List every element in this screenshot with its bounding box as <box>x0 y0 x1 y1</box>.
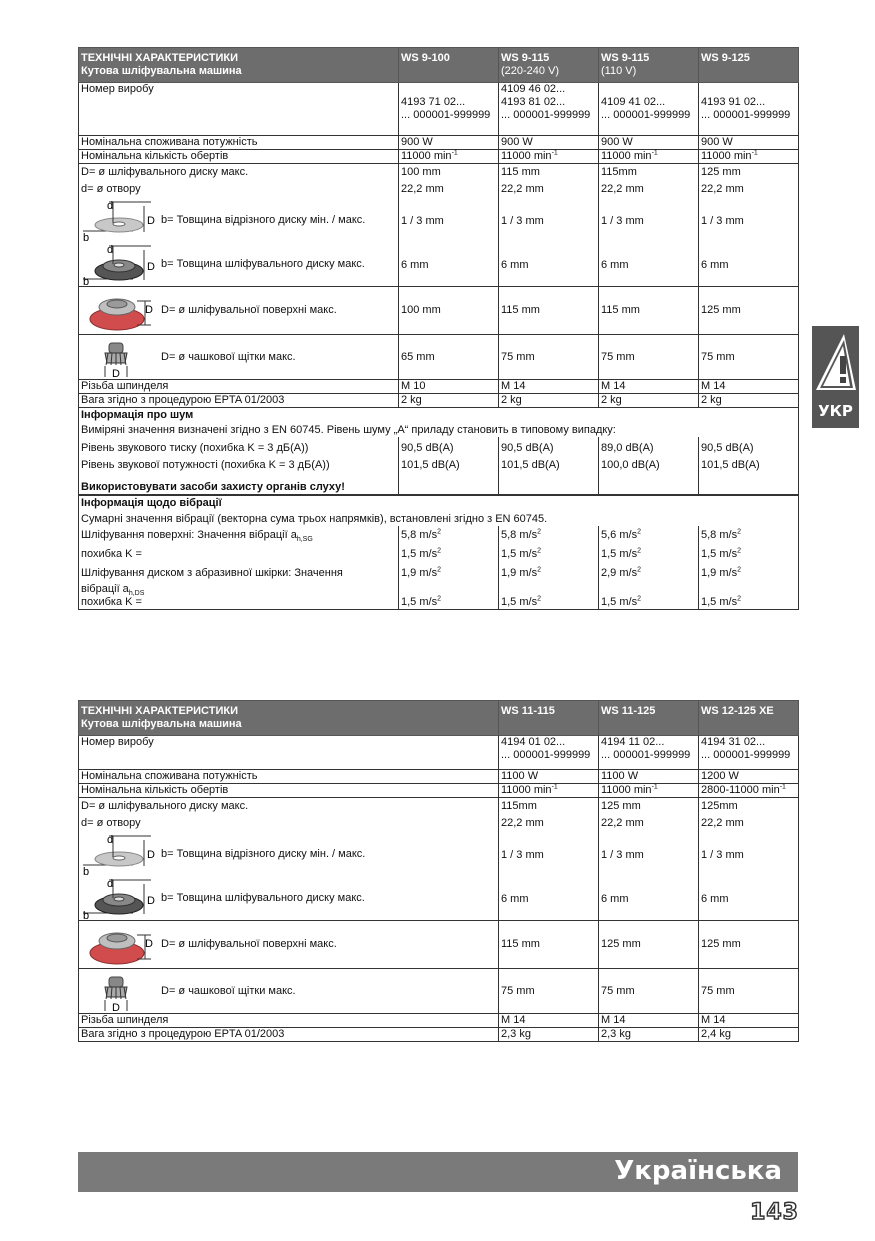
table-row <box>79 784 799 798</box>
dmax-label: D= ø шліфувального диску макс. <box>81 166 249 178</box>
speed-value: 11000 min <box>501 150 552 162</box>
model-name: WS 9-115 <box>601 52 650 64</box>
grind-label: b= Товщина шліфувального диску макс. <box>161 257 365 270</box>
bore-label: d= ø отвору <box>81 817 141 829</box>
bore-value: 22,2 mm <box>701 183 744 195</box>
article-line: 4193 71 02... <box>401 96 466 108</box>
uncertainty-label: похибка K = <box>81 548 142 560</box>
icon-letter: b <box>83 232 90 242</box>
article-line: ... 000001-999999 <box>601 109 691 121</box>
header-subtitle: Кутова шліфувальна машина <box>81 65 242 77</box>
unit-sup: 2 <box>437 547 441 555</box>
dmax-value: 100 mm <box>401 166 441 178</box>
model-sub: (220-240 V) <box>501 65 560 77</box>
article-line: ... 000001-999999 <box>501 109 591 121</box>
article-line <box>401 83 496 96</box>
unit-sup: -1 <box>651 149 658 157</box>
dmax-value: 115mm <box>501 800 537 812</box>
header-title: ТЕХНІЧНІ ХАРАКТЕРИСТИКИ <box>81 705 238 717</box>
soundpower-value: 100,0 dB(A) <box>601 459 660 471</box>
model-header: WS 12-125 XE <box>699 701 799 736</box>
noise-section <box>79 408 799 438</box>
cut-value: 1 / 3 mm <box>401 215 444 227</box>
warning-icon <box>812 326 859 398</box>
unit-sup: 2 <box>537 547 541 555</box>
model-header: WS 11-115 <box>499 701 599 736</box>
table-row <box>79 798 799 921</box>
table-row <box>79 1028 799 1042</box>
vib-value: 1,9 m/s <box>501 567 538 579</box>
cell-value <box>699 437 799 495</box>
speed-value: 11000 min <box>601 150 652 162</box>
vib-surface-text: Шліфування поверхні: Значення вібрації a <box>81 529 297 541</box>
language-side-tab <box>812 326 859 428</box>
unit-sup: 2 <box>437 528 441 536</box>
cell-value: M 14 <box>699 1014 799 1028</box>
model-name: WS 9-100 <box>401 52 450 64</box>
table-row <box>79 770 799 784</box>
uncert-value: 1,5 m/s <box>601 548 638 560</box>
vibration-title: Інформація щодо вібрації <box>81 497 222 509</box>
table-row <box>79 526 799 610</box>
cut-value: 1 / 3 mm <box>701 215 744 227</box>
unit-sup: 2 <box>537 566 541 574</box>
cell-value: M 14 <box>499 380 599 394</box>
article-line: 4194 01 02... <box>501 736 566 748</box>
unit-sup: 2 <box>637 595 641 603</box>
cell-value <box>399 437 499 495</box>
row-label: Різьба шпинделя <box>79 380 399 394</box>
spec-table-2 <box>78 700 799 1042</box>
pressure-label: Рівень звукового тиску (похибка K = 3 дБ(A)) <box>81 442 309 454</box>
grinding-disc-icon <box>81 876 161 920</box>
cell-value: 75 mm <box>499 335 599 380</box>
noise-title: Інформація про шум <box>81 409 194 421</box>
brush-label: D= ø чашкової щітки макс. <box>161 984 296 997</box>
pressure-value: 90,5 dB(A) <box>701 442 754 454</box>
bore-value: 22,2 mm <box>601 183 644 195</box>
uncert-value: 1,5 m/s <box>701 596 738 608</box>
ear-protection-warning: Використовувати засоби захисту органів слуху! <box>81 481 345 493</box>
table-row <box>79 969 799 1014</box>
unit-sup: 2 <box>737 566 741 574</box>
row-label: Номер виробу <box>79 83 399 136</box>
cut-value: 1 / 3 mm <box>501 215 544 227</box>
vib-value: 5,8 m/s <box>401 529 438 541</box>
cell-value: 2,4 kg <box>699 1028 799 1042</box>
table-row <box>79 394 799 408</box>
uncert-value: 1,5 m/s <box>401 548 438 560</box>
icon-letter: d <box>107 878 114 890</box>
pressure-value: 90,5 dB(A) <box>401 442 454 454</box>
grinding-disc-icon <box>81 242 161 286</box>
cutting-disc-icon <box>81 832 161 876</box>
model-header <box>699 48 799 83</box>
vibration-intro: Сумарні значення вібрації (векторна сума трьох напрямків), встановлені згідно з EN 60745. <box>81 513 548 525</box>
surface-label: D= ø шліфувальної поверхні макс. <box>161 304 337 316</box>
table-row <box>79 136 799 150</box>
cell-value: 2 kg <box>699 394 799 408</box>
sanding-disc-icon <box>81 923 161 967</box>
bore-value: 22,2 mm <box>601 817 644 829</box>
unit-sup: 2 <box>737 595 741 603</box>
cell-value: 900 W <box>399 136 499 150</box>
cell-value <box>599 150 699 164</box>
model-name: WS 9-125 <box>701 52 750 64</box>
icon-letter: D <box>147 215 155 227</box>
page-number: 143 <box>750 1200 799 1225</box>
unit-sup: -1 <box>451 149 458 157</box>
vib-value: 1,9 m/s <box>401 567 438 579</box>
cell-value <box>699 798 799 921</box>
speed-value: 11000 min <box>501 784 552 796</box>
cell-value: 75 mm <box>699 969 799 1014</box>
row-label <box>79 969 499 1014</box>
footer-language: Українська <box>614 1156 782 1186</box>
cell-value: 1200 W <box>699 770 799 784</box>
bore-label: d= ø отвору <box>81 183 141 195</box>
speed-value: 11000 min <box>601 784 652 796</box>
unit-sup: -1 <box>751 149 758 157</box>
cell-value: 65 mm <box>399 335 499 380</box>
footer-bar <box>78 1152 798 1192</box>
icon-letter: d <box>107 834 114 846</box>
brush-label: D= ø чашкової щітки макс. <box>161 350 296 363</box>
vib-subscript: h,DS <box>128 590 145 598</box>
cell-value: M 14 <box>499 1014 599 1028</box>
cell-value: 900 W <box>699 136 799 150</box>
article-line: 4193 81 02... <box>501 96 566 108</box>
cell-value <box>499 798 599 921</box>
cell-value: M 14 <box>699 380 799 394</box>
table-row <box>79 164 799 287</box>
row-label: Номінальна споживана потужність <box>79 770 499 784</box>
table-row <box>79 1014 799 1028</box>
model-header: WS 11-125 <box>599 701 699 736</box>
cell-value: 75 mm <box>499 969 599 1014</box>
speed-value: 11000 min <box>401 150 452 162</box>
cell-value: 900 W <box>499 136 599 150</box>
cell-value: 1100 W <box>499 770 599 784</box>
cell-value: 75 mm <box>599 969 699 1014</box>
cell-value: 125 mm <box>599 921 699 969</box>
cell-value <box>599 437 699 495</box>
cell-value <box>499 437 599 495</box>
cut-value: 1 / 3 mm <box>701 849 744 861</box>
pressure-value: 90,5 dB(A) <box>501 442 554 454</box>
model-header <box>499 48 599 83</box>
cell-value <box>499 784 599 798</box>
row-label: Вага згідно з процедурою EPTA 01/2003 <box>79 1028 499 1042</box>
icon-letter: D <box>145 937 153 950</box>
uncert-value: 1,5 m/s <box>701 548 738 560</box>
table-row <box>79 335 799 380</box>
row-label: Номінальна споживана потужність <box>79 136 399 150</box>
cell-value: M 14 <box>599 1014 699 1028</box>
model-name: WS 9-115 <box>501 52 550 64</box>
article-line: 4194 31 02... <box>701 736 766 748</box>
article-line: ... 000001-999999 <box>401 109 491 121</box>
surface-row <box>81 289 396 333</box>
unit-sup: 2 <box>637 528 641 536</box>
model-header <box>399 48 499 83</box>
cell-value: 115 mm <box>499 921 599 969</box>
table-row <box>79 380 799 394</box>
cell-value <box>599 164 699 287</box>
row-label <box>79 335 399 380</box>
unit-sup: -1 <box>551 783 558 791</box>
article-line: ... 000001-999999 <box>501 749 591 761</box>
vib-value: 2,9 m/s <box>601 567 638 579</box>
row-label <box>79 437 399 495</box>
soundpower-value: 101,5 dB(A) <box>401 459 460 471</box>
vib-value: 5,8 m/s <box>501 529 538 541</box>
grind-label: b= Товщина шліфувального диску макс. <box>161 891 365 904</box>
table-row <box>79 287 799 335</box>
icon-letter: D <box>147 895 155 907</box>
uncert-value: 1,5 m/s <box>401 596 438 608</box>
cell-value <box>699 526 799 610</box>
article-line: ... 000001-999999 <box>701 749 791 761</box>
vib-disc-label-2 <box>81 583 396 596</box>
article-line: 4109 46 02... <box>501 83 566 95</box>
vib-disc-text: вібрації a <box>81 583 129 595</box>
spec-table-1 <box>78 47 799 610</box>
table-header <box>79 701 799 736</box>
pressure-value: 89,0 dB(A) <box>601 442 654 454</box>
grind-value: 6 mm <box>601 893 629 905</box>
unit-sup: -1 <box>779 783 786 791</box>
article-line <box>701 83 796 96</box>
cup-brush-icon <box>81 969 161 1013</box>
row-label <box>79 526 399 610</box>
cell-value <box>499 164 599 287</box>
article-line <box>601 83 696 96</box>
cell-value: 2 kg <box>599 394 699 408</box>
grind-value: 6 mm <box>701 259 729 271</box>
bore-value: 22,2 mm <box>401 183 444 195</box>
row-label: Вага згідно з процедурою EPTA 01/2003 <box>79 394 399 408</box>
row-label <box>79 164 399 287</box>
row-label: Номінальна кількість обертів <box>79 784 499 798</box>
cut-value: 1 / 3 mm <box>601 215 644 227</box>
table-header <box>79 48 799 83</box>
row-label <box>79 287 399 335</box>
vib-subscript: h,SG <box>296 536 313 544</box>
cell-value <box>699 736 799 770</box>
article-line: 4109 41 02... <box>601 96 666 108</box>
unit-sup: -1 <box>651 783 658 791</box>
speed-value: 11000 min <box>701 150 752 162</box>
vib-disc-label: Шліфування диском з абразивної шкірки: Значення <box>81 567 343 579</box>
unit-sup: 2 <box>537 528 541 536</box>
dmax-label: D= ø шліфувального диску макс. <box>81 800 249 812</box>
grind-row <box>81 876 496 920</box>
row-label: Номінальна кількість обертів <box>79 150 399 164</box>
bore-value: 22,2 mm <box>701 817 744 829</box>
table-row <box>79 437 799 495</box>
bore-value: 22,2 mm <box>501 817 544 829</box>
row-label <box>79 921 499 969</box>
model-header <box>599 48 699 83</box>
brush-row <box>81 335 396 379</box>
cell-value <box>399 150 499 164</box>
icon-letter: b <box>83 276 90 286</box>
article-line: 4193 91 02... <box>701 96 766 108</box>
unit-sup: 2 <box>437 566 441 574</box>
surface-row <box>81 923 496 967</box>
cell-value <box>599 736 699 770</box>
cut-row <box>81 832 496 876</box>
soundpower-value: 101,5 dB(A) <box>701 459 760 471</box>
icon-letter: D <box>147 849 155 861</box>
cell-value <box>499 83 599 136</box>
icon-letter: D <box>112 368 120 379</box>
cut-row <box>81 198 396 242</box>
icon-letter: D <box>145 303 153 316</box>
uncert-value: 1,5 m/s <box>501 596 538 608</box>
dmax-value: 115 mm <box>501 166 540 178</box>
header-title-cell <box>79 48 399 83</box>
table-row <box>79 150 799 164</box>
cell-value <box>599 83 699 136</box>
header-subtitle: Кутова шліфувальна машина <box>81 718 242 730</box>
cell-value <box>399 526 499 610</box>
brush-row <box>81 969 496 1013</box>
cell-value <box>499 736 599 770</box>
cell-value <box>599 526 699 610</box>
cell-value: M 14 <box>599 380 699 394</box>
grind-row <box>81 242 396 286</box>
grind-value: 6 mm <box>401 259 429 271</box>
cell-value <box>399 83 499 136</box>
cutting-disc-icon <box>81 198 161 242</box>
vib-value: 5,6 m/s <box>601 529 638 541</box>
soundpower-label: Рівень звукової потужності (похибка K = 3 дБ(A)) <box>81 459 330 471</box>
unit-sup: 2 <box>737 528 741 536</box>
language-code: УКР <box>818 402 853 420</box>
grind-value: 6 mm <box>501 893 529 905</box>
cell-value <box>699 83 799 136</box>
vib-value: 1,9 m/s <box>701 567 738 579</box>
vibration-header-cell <box>79 495 799 526</box>
cut-value: 1 / 3 mm <box>501 849 544 861</box>
cup-brush-icon <box>81 335 161 379</box>
cell-value: 900 W <box>599 136 699 150</box>
unit-sup: 2 <box>637 547 641 555</box>
table-row <box>79 736 799 770</box>
noise-header-cell <box>79 408 799 438</box>
speed-value: 2800-11000 min <box>701 784 780 796</box>
cell-value: 1100 W <box>599 770 699 784</box>
vib-value: 5,8 m/s <box>701 529 738 541</box>
cell-value: M 10 <box>399 380 499 394</box>
unit-sup: -1 <box>551 149 558 157</box>
grind-value: 6 mm <box>701 893 729 905</box>
grind-value: 6 mm <box>501 259 529 271</box>
article-line: ... 000001-999999 <box>701 109 791 121</box>
header-title-cell <box>79 701 499 736</box>
icon-letter: D <box>112 1002 120 1013</box>
cell-value <box>699 784 799 798</box>
sanding-disc-icon <box>81 289 161 333</box>
table-row <box>79 83 799 136</box>
icon-letter: d <box>107 244 114 256</box>
cell-value: 2 kg <box>399 394 499 408</box>
uncertainty-label: похибка K = <box>81 596 142 608</box>
cut-label: b= Товщина відрізного диску мін. / макс. <box>161 847 366 860</box>
cell-value: 75 mm <box>599 335 699 380</box>
cell-value: 2 kg <box>499 394 599 408</box>
article-line: 4194 11 02... <box>601 736 665 748</box>
dmax-value: 125 mm <box>701 166 741 178</box>
cell-value <box>399 164 499 287</box>
row-label <box>79 798 499 921</box>
cell-value: 75 mm <box>699 335 799 380</box>
cell-value: 125 mm <box>699 287 799 335</box>
grind-value: 6 mm <box>601 259 629 271</box>
cell-value: 100 mm <box>399 287 499 335</box>
unit-sup: 2 <box>737 547 741 555</box>
cell-value <box>699 164 799 287</box>
unit-sup: 2 <box>437 595 441 603</box>
bore-value: 22,2 mm <box>501 183 544 195</box>
cell-value: 2,3 kg <box>599 1028 699 1042</box>
cell-value <box>499 150 599 164</box>
cell-value <box>599 784 699 798</box>
icon-letter: d <box>107 200 114 212</box>
soundpower-value: 101,5 dB(A) <box>501 459 560 471</box>
table-row <box>79 921 799 969</box>
cut-label: b= Товщина відрізного диску мін. / макс. <box>161 213 366 226</box>
icon-letter: D <box>147 261 155 273</box>
model-sub: (110 V) <box>601 65 637 77</box>
vib-surface-label <box>81 529 396 542</box>
header-title: ТЕХНІЧНІ ХАРАКТЕРИСТИКИ <box>81 52 238 64</box>
row-label: Номер виробу <box>79 736 499 770</box>
icon-letter: b <box>83 910 90 920</box>
dmax-value: 115mm <box>601 166 637 178</box>
uncert-value: 1,5 m/s <box>601 596 638 608</box>
surface-label: D= ø шліфувальної поверхні макс. <box>161 938 337 950</box>
cell-value: 125 mm <box>699 921 799 969</box>
row-label: Різьба шпинделя <box>79 1014 499 1028</box>
dmax-value: 125mm <box>701 800 738 812</box>
unit-sup: 2 <box>537 595 541 603</box>
cell-value: 115 mm <box>499 287 599 335</box>
dmax-value: 125 mm <box>601 800 641 812</box>
article-line: ... 000001-999999 <box>601 749 691 761</box>
vibration-section <box>79 495 799 526</box>
noise-intro: Виміряні значення визначені згідно з EN 60745. Рівень шуму „A“ приладу становить в типовому випадку: <box>81 424 616 436</box>
unit-sup: 2 <box>637 566 641 574</box>
icon-letter: b <box>83 866 90 876</box>
uncert-value: 1,5 m/s <box>501 548 538 560</box>
cut-value: 1 / 3 mm <box>601 849 644 861</box>
cell-value <box>599 798 699 921</box>
cell-value: 2,3 kg <box>499 1028 599 1042</box>
cell-value: 115 mm <box>599 287 699 335</box>
cell-value <box>499 526 599 610</box>
cell-value <box>699 150 799 164</box>
